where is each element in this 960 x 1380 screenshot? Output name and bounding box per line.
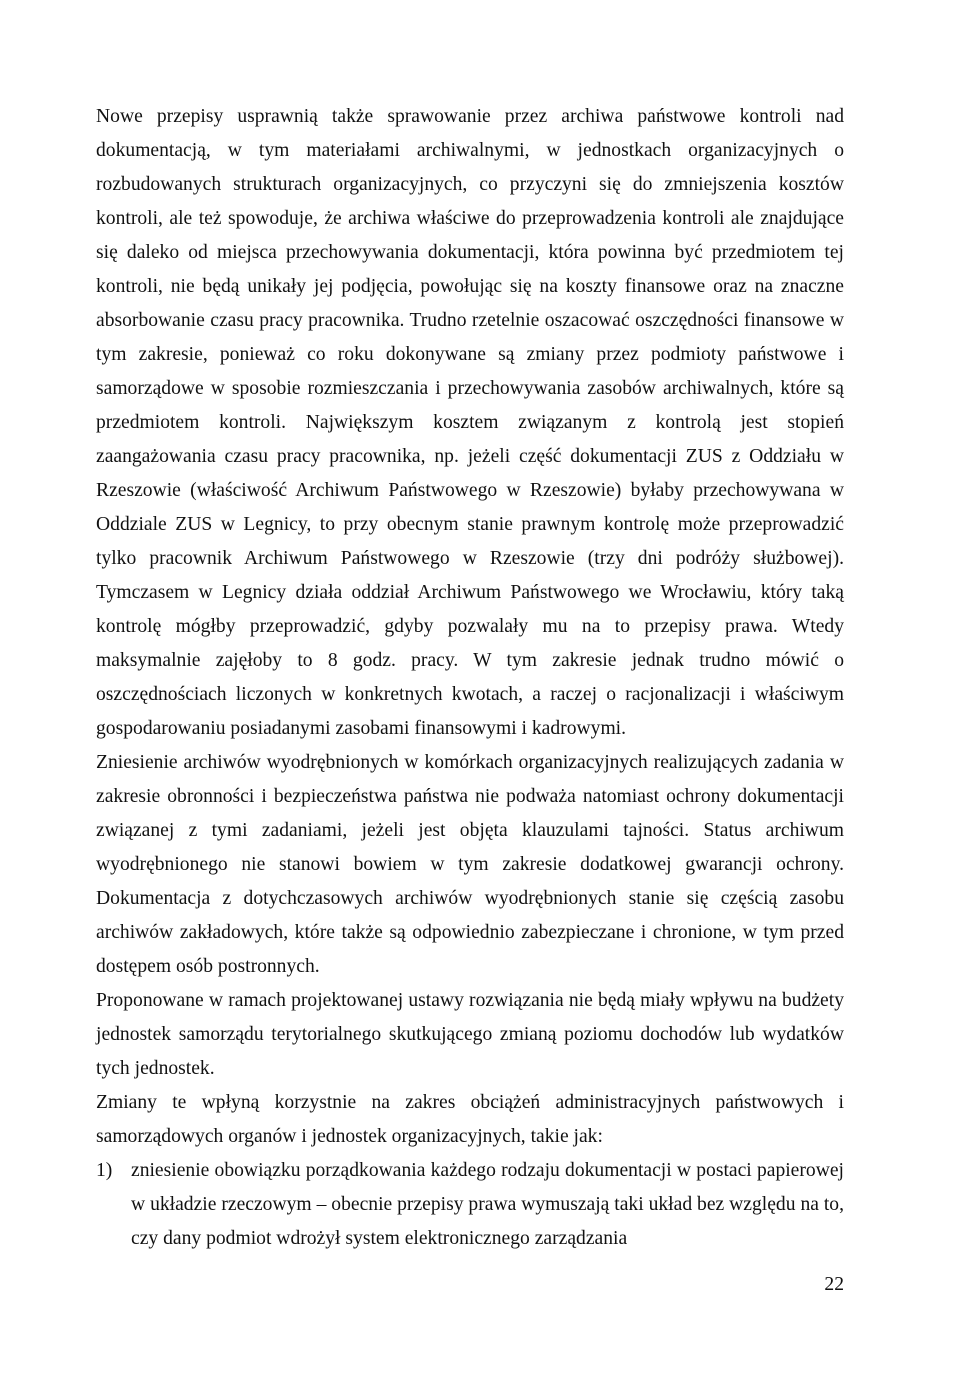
page-number: 22: [824, 1274, 844, 1295]
list-item: [96, 1154, 844, 1256]
burden-list: [96, 1154, 844, 1256]
list-item-marker: 1): [96, 1160, 113, 1181]
document-body: [96, 100, 844, 1256]
list-item-text: zniesienie obowiązku porządkowania każdego rodzaju dokumentacji w postaci papierowej w układzie rzeczowym – obecnie przepisy prawa wymuszają taki układ bez względu na to, czy dany podmiot wdrożył system elektronicznego zarządzania: [131, 1160, 844, 1249]
paragraph-local-budgets: Proponowane w ramach projektowanej ustawy rozwiązania nie będą miały wpływu na budżety jednostek samorządu terytorialnego skutkującego zmianą poziomu dochodów lub wydatków tych jednostek.: [96, 990, 844, 1079]
paragraph-administrative-burdens: Zmiany te wpłyną korzystnie na zakres obciążeń administracyjnych państwowych i samorządowych organów i jednostek organizacyjnych, takie jak:: [96, 1092, 844, 1147]
paragraph-archive-control: Nowe przepisy usprawnią także sprawowanie przez archiwa państwowe kontroli nad dokumentacją, w tym materiałami archiwalnymi, w jednostkach organizacyjnych o rozbudowanych strukturach organizacyjnych, co przyczyni się do zmniejszenia kosztów kontroli, ale też spowoduje, że archiwa właściwe do przeprowadzenia kontroli ale znajdujące się daleko od miejsca przechowywania dokumentacji, która powinna być przedmiotem tej kontroli, nie będą unikały jej podjęcia, powołując się na koszty finansowe oraz na znaczne absorbowanie czasu pracy pracownika. Trudno rzetelnie oszacować oszczędności finansowe w tym zakresie, ponieważ co roku dokonywane są zmiany przez podmioty państwowe i samorządowe w sposobie rozmieszczania i przechowywania zasobów archiwalnych, które są przedmiotem kontroli. Największym kosztem związanym z kontrolą jest stopień zaangażowania czasu pracy pracownika, np. jeżeli część dokumentacji ZUS z Oddziału w Rzeszowie (właściwość Archiwum Państwowego w Rzeszowie) byłaby przechowywana w Oddziale ZUS w Legnicy, to przy obecnym stanie prawnym kontrolę może przeprowadzić tylko pracownik Archiwum Państwowego w Rzeszowie (trzy dni podróży służbowej). Tymczasem w Legnicy działa oddział Archiwum Państwowego we Wrocławiu, który taką kontrolę mógłby przeprowadzić, gdyby pozwalały mu na to przepisy prawa. Wtedy maksymalnie zajęłoby to 8 godz. pracy. W tym zakresie jednak trudno mówić o oszczędnościach liczonych w konkretnych kwotach, a raczej o racjonalizacji i właściwym gospodarowaniu posiadanymi zasobami finansowymi i kadrowymi.: [96, 106, 844, 739]
paragraph-separate-archives: Zniesienie archiwów wyodrębnionych w komórkach organizacyjnych realizujących zadania w zakresie obronności i bezpieczeństwa państwa nie podważa natomiast ochrony dokumentacji związanej z tymi zadaniami, jeżeli jest objęta klauzulami tajności. Status archiwum wyodrębnionego nie stanowi bowiem w tym zakresie dodatkowej gwarancji ochrony. Dokumentacja z dotychczasowych archiwów wyodrębnionych stanie się częścią zasobu archiwów zakładowych, które także są odpowiednio zabezpieczane i chronione, w tym przed dostępem osób postronnych.: [96, 752, 844, 977]
